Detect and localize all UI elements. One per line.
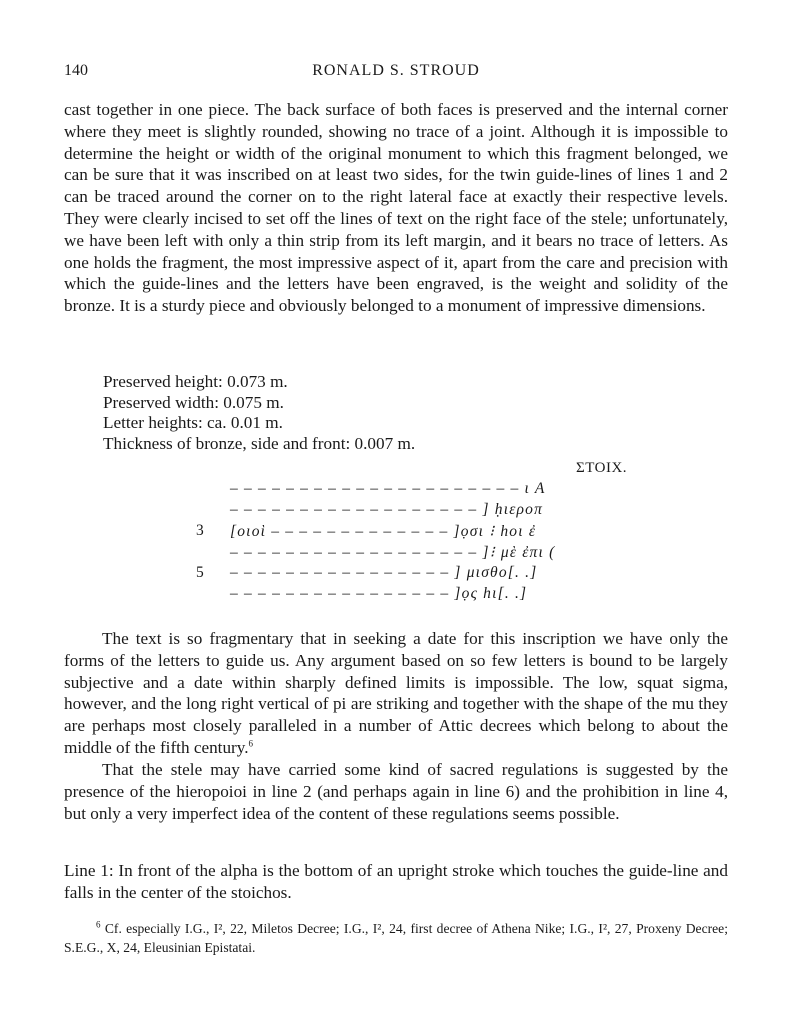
paragraph-sacred-regulations: That the stele may have carried some kind of sacred regulations is suggested by the presence of the hieropoioi in line 2 (and perhaps again in line 6) and the prohibition in line 4, but only a very imperfect idea of the content of these regulations seems possible.	[64, 760, 728, 823]
paragraph-bronze-description: cast together in one piece. The back surface of both faces is preserved and the internal corner where they meet is slightly rounded, showing no trace of a joint. Although it is impossible to determine the height or width of the original monument to which this fragment belonged, we can be sure that it was inscribed on at least two sides, for the twin guide-lines of lines 1 and 2 can be traced around the corner on to the right lateral face at exactly their respective levels. They were clearly incised to set off the lines of text on the right face of the stele; unfortunately, we have been left with only a thin strip from its left margin, and it bears no trace of letters. As one holds the fragment, the most impressive aspect of it, apart from the care and precision with which the guide-lines and the letters have been engraved, is the weight and solidity of the bronze. It is a sturdy piece and obviously belonged to a monument of impressive dimensions.	[64, 100, 728, 316]
spec-thickness: Thickness of bronze, side and front: 0.007 m.	[103, 433, 416, 453]
measurements-list	[103, 372, 415, 454]
paragraph-line-commentary: Line 1: In front of the alpha is the bottom of an upright stroke which touches the guide-line and falls in the center of the stoichos.	[64, 861, 728, 902]
running-head: RONALD S. STROUD	[312, 62, 480, 79]
line-text: – – – – – – – – – – – – – – – – ] μισθο[. .]	[230, 564, 538, 581]
line-text: – – – – – – – – – – – – – – – – – – ] ḥιεροπ	[230, 501, 544, 518]
line-text: [οιοὶ – – – – – – – – – – – – – ]ọσι ⁝ hοι ἐ	[230, 523, 537, 540]
footnote-marker: 6	[96, 919, 101, 930]
spec-preserved-width: Preserved width: 0.075 m.	[103, 392, 284, 412]
line-text: – – – – – – – – – – – – – – – – – – – – – ι Α	[230, 480, 546, 497]
paragraph-dating-text: The text is so fragmentary that in seeking a date for this inscription we have only the forms of the letters to guide us. Any argument based on so few letters is bound to be largely subjective and a date within sharply defined limits is impossible. The low, squat sigma, however, and the long right vertical of pi are striking and together with the shape of the mu they are perhaps most closely paralleled in a number of Attic decrees which belong to about the middle of the fifth century.	[64, 629, 728, 757]
stoichedon-label: ΣΤΟΙΧ.	[576, 460, 628, 476]
line-text: – – – – – – – – – – – – – – – – – – ]⁝ μὲ ἐπι (	[230, 544, 556, 561]
line-number: 5	[196, 564, 204, 581]
paragraph-dating	[64, 628, 728, 759]
footnote	[64, 919, 728, 957]
line-text: – – – – – – – – – – – – – – – – ]ọς hι[. .]	[230, 585, 528, 602]
footnote-reference: 6	[248, 738, 254, 749]
inscription-text	[196, 480, 596, 610]
line-number: 3	[196, 522, 204, 539]
page-number: 140	[64, 62, 88, 79]
spec-preserved-height: Preserved height: 0.073 m.	[103, 372, 288, 391]
spec-letter-heights: Letter heights: ca. 0.01 m.	[103, 413, 283, 432]
page-header	[64, 62, 728, 86]
footnote-text: Cf. especially I.G., I², 22, Miletos Decree; I.G., I², 24, first decree of Athena Nike; I.G., I², 27, Proxeny Decree; S.E.G., X, 24, Eleusinian Epistatai.	[64, 921, 728, 955]
